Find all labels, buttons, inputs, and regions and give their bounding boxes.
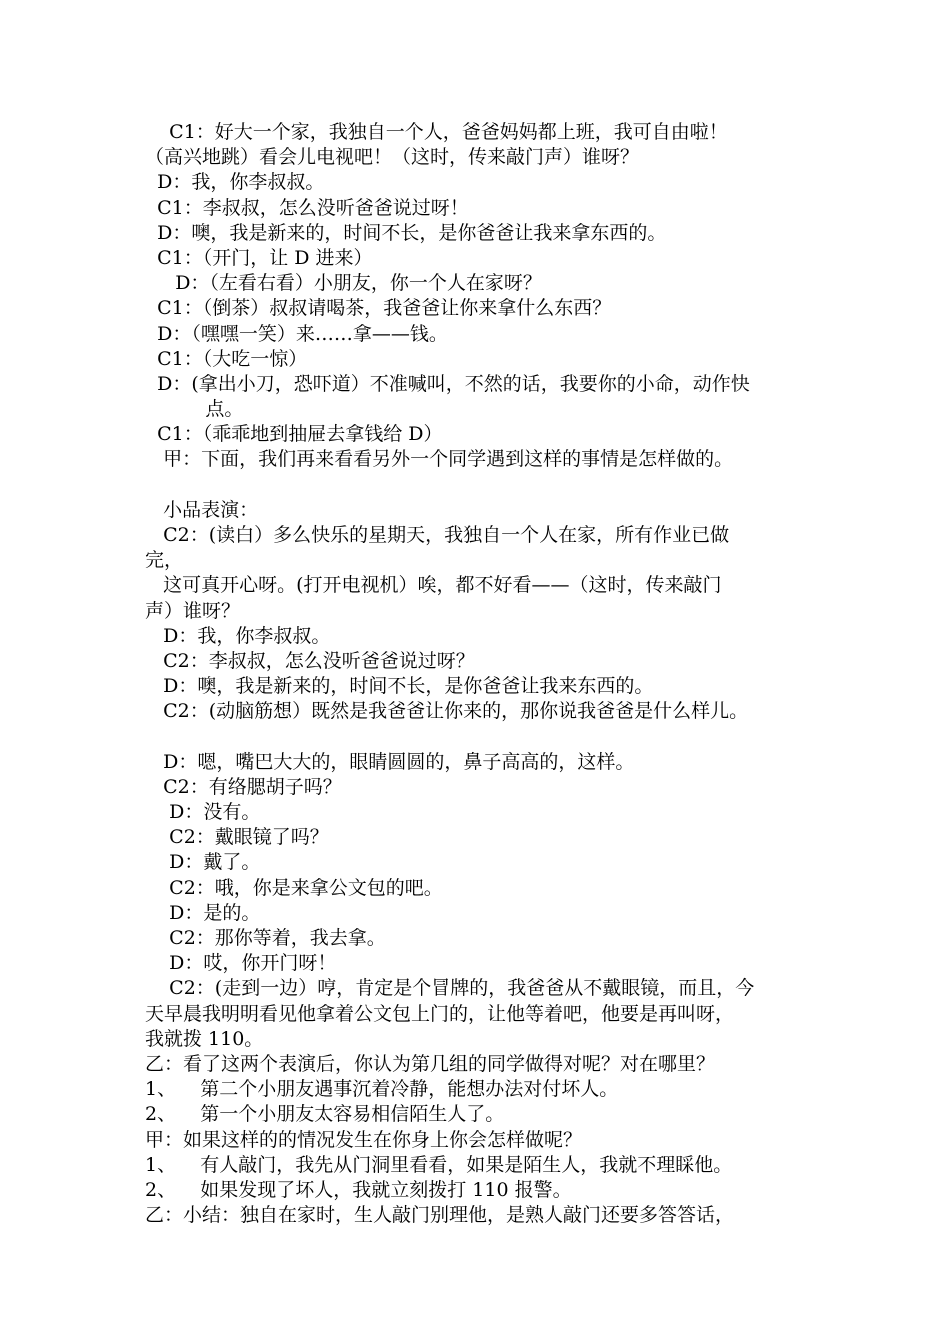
text-line: C2：(动脑筋想）既然是我爸爸让你来的，那你说我爸爸是什么样儿。 [145, 700, 749, 723]
text-line: 天早晨我明明看见他拿着公文包上门的，让他等着吧，他要是再叫呀， [145, 1002, 735, 1025]
text-line: D：我，你李叔叔。 [145, 171, 325, 194]
text-line: 乙：看了这两个表演后，你认为第几组的同学做得对呢？对在哪里？ [145, 1052, 716, 1075]
text-line: D：我，你李叔叔。 [145, 624, 331, 647]
text-line: 点。 [145, 398, 244, 421]
text-line: C1：（乖乖地到抽屉去拿钱给 D） [145, 423, 443, 446]
text-line: 完， [145, 549, 184, 572]
text-line: C2：李叔叔，怎么没听爸爸说过呀？ [145, 649, 475, 672]
text-line: D：哎，你开门呀！ [145, 952, 337, 975]
text-line: C2：那你等着，我去拿。 [145, 927, 386, 949]
text-line: C1：（开门，让 D 进来） [145, 246, 373, 269]
text-line: C1：李叔叔，怎么没听爸爸说过呀！ [145, 196, 469, 219]
text-line: C1：（倒茶）叔叔请喝茶，我爸爸让你来拿什么东西？ [145, 297, 612, 320]
text-line: D：没有。 [145, 801, 261, 824]
text-line: 2、 第一个小朋友太容易相信陌生人了。 [145, 1103, 505, 1126]
blank-line [145, 725, 825, 750]
document-body [145, 120, 825, 1228]
text-line: D：（左看右看）小朋友，你一个人在家呀？ [145, 272, 542, 295]
text-line: 甲：如果这样的的情况发生在你身上你会怎样做呢？ [145, 1128, 583, 1151]
text-line: 2、 如果发现了坏人，我就立刻拨打 110 报警。 [145, 1178, 572, 1201]
text-line: C2：哦，你是来拿公文包的吧。 [145, 876, 443, 899]
text-line: C1：好大一个家，我独自一个人，爸爸妈妈都上班，我可自由啦！ [145, 121, 728, 143]
text-line: C2：(读白）多么快乐的星期天，我独自一个人在家，所有作业已做 [145, 524, 730, 546]
text-line: 这可真开心呀。(打开电视机）唉，都不好看——（这时，传来敲门 [145, 574, 722, 597]
blank-line [145, 473, 825, 498]
text-line: D：(拿出小刀，恐吓道）不准喊叫，不然的话，我要你的小命，动作快 [145, 372, 750, 395]
text-line: D：是的。 [145, 901, 261, 924]
text-line: 1、 第二个小朋友遇事沉着冷静，能想办法对付坏人。 [145, 1078, 619, 1101]
text-line: 1、 有人敲门，我先从门洞里看看，如果是陌生人，我就不理睬他。 [145, 1153, 733, 1176]
text-line: D：噢，我是新来的，时间不长，是你爸爸让我来拿东西的。 [145, 221, 667, 244]
text-line: C2：戴眼镜了吗？ [145, 826, 329, 849]
text-line: C1：（大吃一惊） [145, 347, 308, 370]
text-line: C2：有络腮胡子吗？ [145, 775, 342, 798]
text-line: D：（嘿嘿一笑）来……拿——钱。 [145, 322, 448, 345]
text-line: D：戴了。 [145, 851, 261, 874]
text-line: 小品表演： [145, 498, 259, 521]
text-line: C2：(走到一边）哼，肯定是个冒牌的，我爸爸从不戴眼镜，而且，今 [145, 977, 755, 1000]
text-line: D：嗯，嘴巴大大的，眼睛圆圆的，鼻子高高的，这样。 [145, 750, 635, 773]
text-line: 乙：小结：独自在家时，生人敲门别理他，是熟人敲门还要多答答话， [145, 1204, 735, 1227]
text-line: D：噢，我是新来的，时间不长，是你爸爸让我来东西的。 [145, 675, 654, 698]
text-line: （高兴地跳）看会儿电视吧！（这时，传来敲门声）谁呀？ [145, 146, 640, 169]
text-line: 声）谁呀？ [145, 599, 241, 622]
text-line: 甲：下面，我们再来看看另外一个同学遇到这样的事情是怎样做的。 [145, 448, 734, 471]
text-line: 我就拨 110。 [145, 1027, 264, 1050]
